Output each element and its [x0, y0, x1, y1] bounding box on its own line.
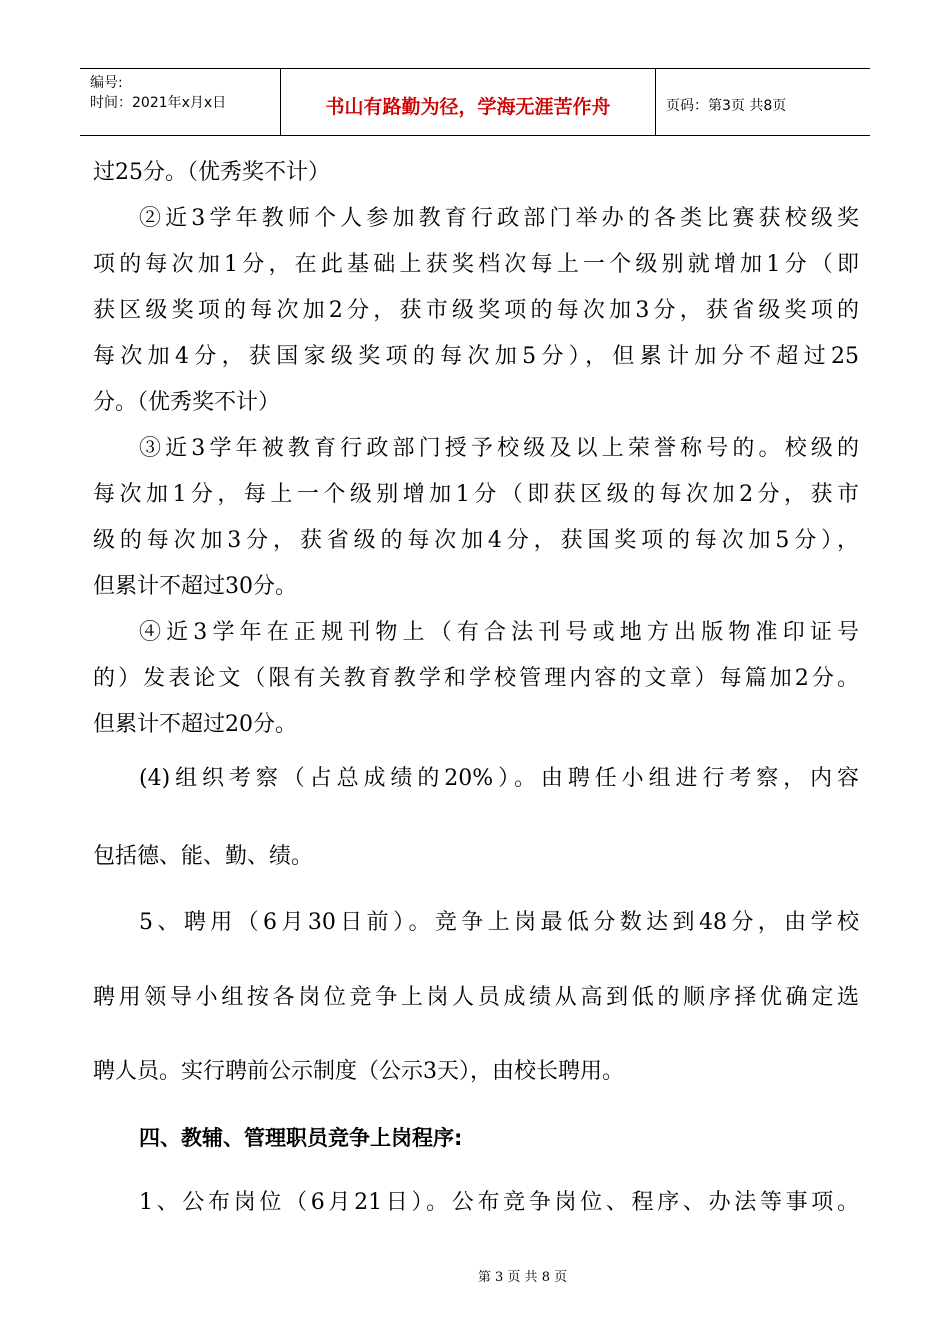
body-line: 过25分。（优秀奖不计） — [93, 160, 330, 185]
header-meta-cell — [80, 69, 281, 135]
body-line: 聘人员。实行聘前公示制度（公示3天），由校长聘用。 — [93, 1059, 624, 1084]
body-line: 包括德、能、勤、绩。 — [93, 844, 314, 869]
number-label: 编号: — [90, 75, 123, 91]
body-line: ③近3学年被教育行政部门授予校级及以上荣誉称号的。校级的 — [139, 436, 859, 461]
motto-text: 书山有路勤为径，学海无涯苦作舟 — [325, 95, 611, 118]
body-line: 获区级奖项的每次加2分，获市级奖项的每次加3分，获省级奖项的 — [93, 298, 859, 323]
section-heading: 四、教辅、管理职员竞争上岗程序: — [139, 1126, 463, 1150]
body-line: 每次加1分，每上一个级别增加1分（即获区级的每次加2分，获市 — [93, 482, 859, 507]
body-line: 5、聘用（6月30日前）。竞争上岗最低分数达到48分，由学校 — [139, 910, 859, 935]
body-line: 但累计不超过30分。 — [93, 574, 297, 599]
body-line: 1、公布岗位（6月21日）。公布竞争岗位、程序、办法等事项。 — [139, 1190, 859, 1215]
body-line: (4)组织考察（占总成绩的20%）。由聘任小组进行考察，内容 — [139, 766, 859, 791]
page-info: 页码：第3页 共8页 — [666, 98, 787, 114]
body-line: 级的每次加3分，获省级的每次加4分，获国奖项的每次加5分）， — [93, 528, 859, 553]
header-motto-cell — [281, 69, 656, 135]
body-line: 的）发表论文（限有关教育教学和学校管理内容的文章）每篇加2分。 — [93, 666, 859, 691]
body-line: ②近3学年教师个人参加教育行政部门举办的各类比赛获校级奖 — [139, 206, 859, 231]
footer-page-number: 第 3 页 共 8 页 — [477, 1270, 568, 1285]
header-table — [80, 68, 870, 136]
date-label: 时间：2021年x月x日 — [90, 95, 227, 111]
body-line: 但累计不超过20分。 — [93, 712, 297, 737]
header-page-cell — [656, 69, 870, 135]
body-line: ④近3学年在正规刊物上（有合法刊号或地方出版物准印证号 — [139, 620, 859, 645]
body-line: 分。（优秀奖不计） — [93, 390, 281, 415]
body-line: 聘用领导小组按各岗位竞争上岗人员成绩从高到低的顺序择优确定选 — [93, 985, 859, 1010]
page-footer — [0, 1266, 950, 1285]
body-line: 每次加4分，获国家级奖项的每次加5分），但累计加分不超过25 — [93, 344, 859, 369]
body-line: 项的每次加1分，在此基础上获奖档次每上一个级别就增加1分（即 — [93, 252, 859, 277]
